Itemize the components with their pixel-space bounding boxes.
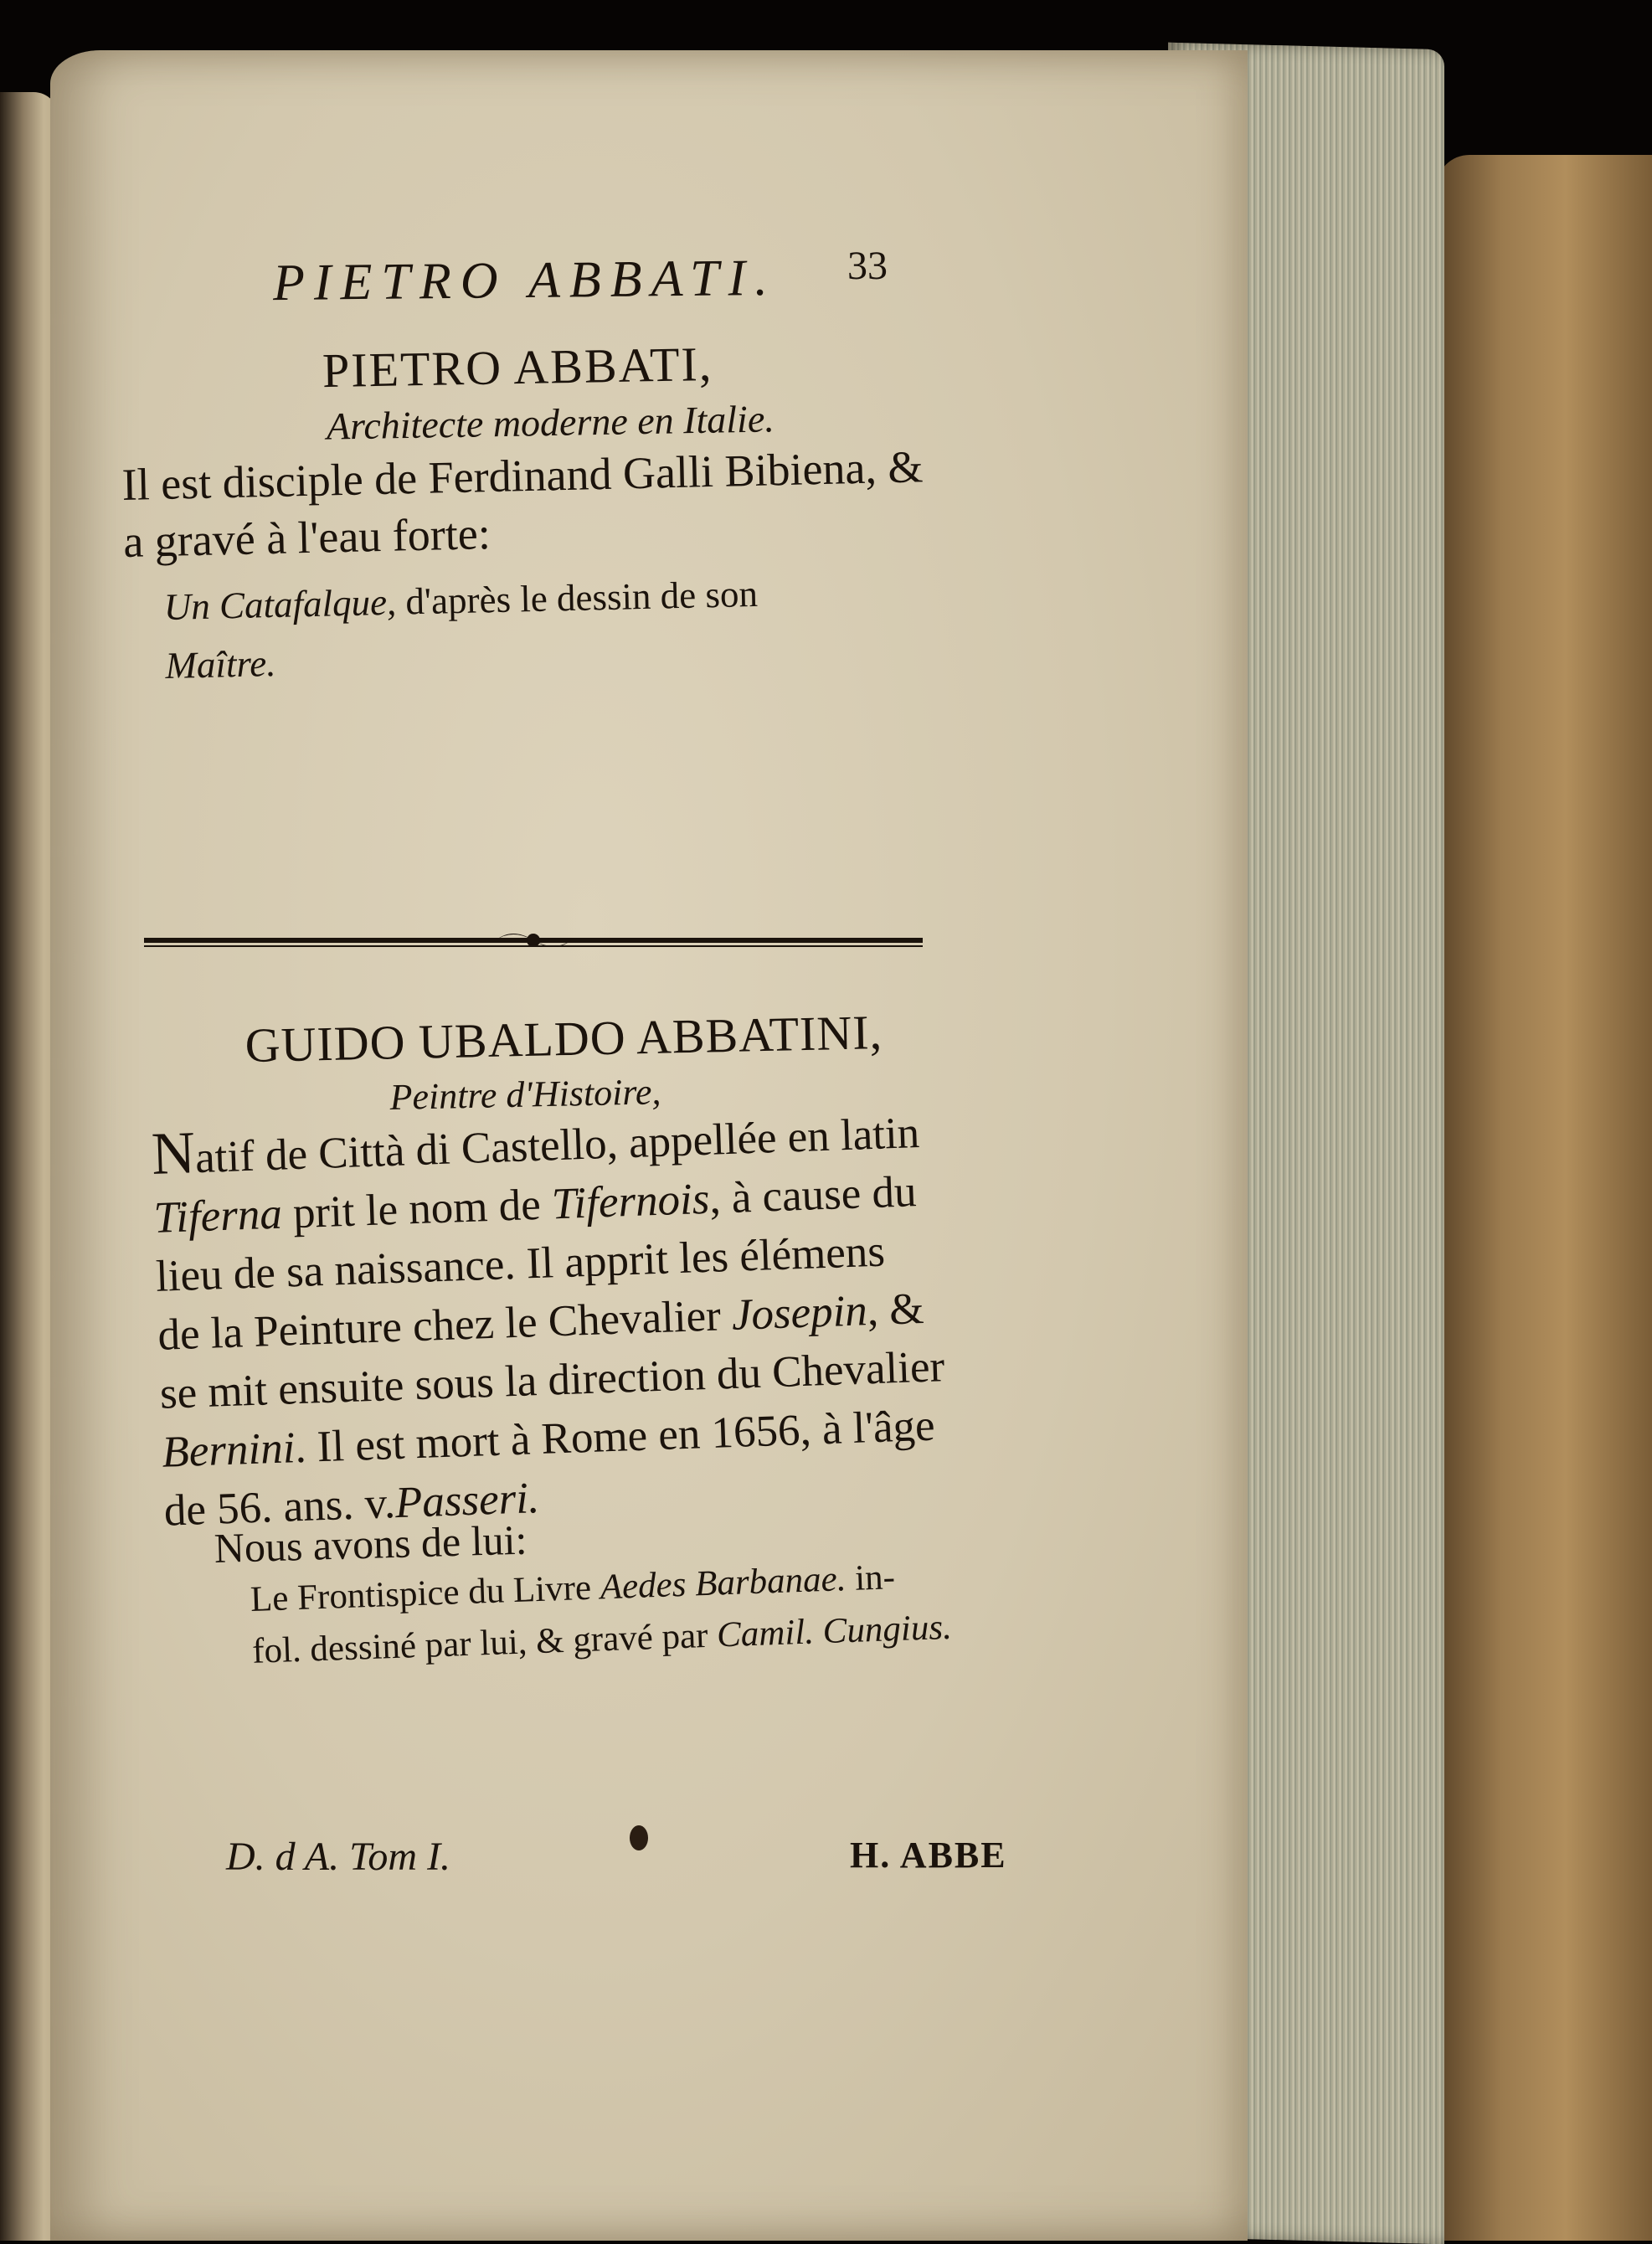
work-text: fol. dessiné par lui, & gravé par xyxy=(251,1615,718,1671)
entry1-body xyxy=(121,438,925,570)
entry2-line: . Il est mort à Rome en 1656, à l'âge xyxy=(294,1401,936,1473)
catchword: H. ABBE xyxy=(850,1835,1007,1876)
entry1-body-line: Il est disciple de Ferdinand Galli Bibiena, & xyxy=(121,441,924,510)
work-engraver: Camil. Cungius. xyxy=(716,1607,953,1655)
entry1-work-title: Un Catafalque, xyxy=(163,580,397,628)
ornamental-rule xyxy=(144,925,923,955)
entry2-line: , & xyxy=(866,1284,925,1336)
entry2-line: prit le nom de xyxy=(291,1180,542,1238)
italic-word: Tiferna xyxy=(152,1189,283,1243)
entry2-line: de la Peinture chez le Chevalier xyxy=(157,1291,722,1360)
book-cover xyxy=(1436,155,1652,2241)
italic-word: Josepin xyxy=(730,1286,868,1340)
entry1-subtitle: Architecte moderne en Italie. xyxy=(326,397,775,448)
entry1-title: PIETRO ABBATI, xyxy=(322,336,713,399)
entry1-work-rest: d'après le dessin de son xyxy=(395,572,759,623)
entry2-line: se mit ensuite sous la direction du Chevalier xyxy=(158,1342,946,1418)
footer-signature: D. d A. Tom I. xyxy=(226,1835,451,1879)
work-text: in- xyxy=(845,1557,896,1599)
entry1-body-line: a gravé à l'eau forte: xyxy=(122,508,491,567)
entry2-subtitle: Peintre d'Histoire, xyxy=(389,1071,661,1118)
italic-word: Tifernois xyxy=(550,1174,711,1229)
running-head: PIETRO ABBATI. xyxy=(272,249,778,312)
entry2-title: GUIDO UBALDO ABBATINI, xyxy=(244,1005,883,1073)
entry1-work-line2: Maître. xyxy=(164,641,276,687)
entry2-body xyxy=(151,1103,950,1540)
signature-mark xyxy=(630,1825,648,1850)
works-intro: Nous avons de lui: xyxy=(214,1516,528,1572)
entry2-line: de 56. ans. v. xyxy=(162,1479,396,1536)
entry1-work xyxy=(163,564,759,695)
work-text: Le Frontispice du Livre xyxy=(250,1567,601,1619)
drop-letter: N xyxy=(150,1119,197,1187)
entry2-line: lieu de sa naissance. Il apprit les élémens xyxy=(155,1227,886,1301)
work-title: Aedes Barbanae. xyxy=(599,1559,847,1608)
italic-word: Bernini xyxy=(161,1423,296,1477)
italic-word: Passeri. xyxy=(394,1474,541,1528)
entry2-line: , à cause du xyxy=(708,1167,918,1223)
page-number: 33 xyxy=(847,244,888,288)
entry2-line: atif de Città di Castello, appellée en latin xyxy=(194,1108,921,1183)
